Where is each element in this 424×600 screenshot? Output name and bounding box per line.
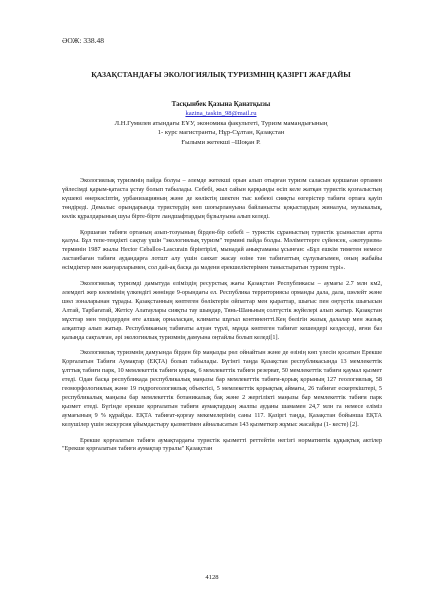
article-title: ҚАЗАҚСТАНДАҒЫ ЭКОЛОГИЯЛЫҚ ТУРИЗМНІҢ ҚАЗІРГІ ЖАҒДАЙЫ bbox=[91, 70, 351, 79]
author-program: 1- курс магистранты, Нұр-Сұлтан, Қазақстан bbox=[157, 129, 285, 137]
paragraph: Экологиялық туризмнің дамуында бірден бір маңызды рөл ойнайтын және де өзінің көп үлесін қосатын Ерекше Қорғалатын Табиғи Аумақтар (ЕҚТА) болып табылады. Бүгінгі таңда Қазақстан республикасында 13 мемлекеттік ұлттық табиғи парк, 10 мемлекеттік табиғи қорық, 6 мемлекеттік табиғи резерват, 50 мемлекеттік табиғи қаумал қызмет етеді. Одан басқа республикада республикалық маңызы бар мемлекеттік табиғи-қорық қорының 127 геологиялық, 58 геоморфологиялық және 19 гидрогеологиялық объектісі, 5 мемлекеттік қорықтық аймағы, 26 табиғат ескерткіштері, 5 республикалық маңызы бар мемлекеттік ботаникалық бақ және 2 жергілікті маңызы бар мемлекеттік табиғи парк қызмет етеді. Бүгінде ерекше қорғалатын табиғи аумақтардың жалпы ауданы шамамен 24,7 млн га немесе еліміз аумағының 9 % құрайды. ЕҚТА табиғат-қорғау мекемелерінің саны 117. Қазіргі таңда, Қазақстан бойынша ЕҚТА келушілер үшін экскурсия ұйымдастыру қызметімен айналысатын 143 қызметкер жұмыс жасайды (1- кесте) [2]. bbox=[62, 349, 382, 428]
scientific-supervisor: Ғылыми жетекші –Шоқан Р. bbox=[181, 138, 261, 146]
paragraph: Қоршаған табиғи ортаның азып-тозуының бірден-бір себебі – туристік сұраныстың туристік ұсыныстан артта қалуы. Бұл тепе-теңдікті сақтау үшін "экологиялық туризм" термині пайда болды. Мәліметтерге сүйенсек, «экотуризм» терминін 1987 жылы Hector Ceballos-Lascurain бірінтірілі, мынадай анықтаманы ұсынған: «Бұл ешкім тиметен немесе ластанбаған табиғи аудандарға лотшт алу үшін саяхат жасау өзіне тән табиғаттың сұлулығымен, оның жабайы өсімдіктер мен жануарларымен, сол дай-ақ басқа да мәдени ерекшеліктерімен таныстыратын туризм түрі». bbox=[62, 228, 382, 272]
page-number: 4128 bbox=[205, 574, 219, 581]
article-body bbox=[62, 177, 382, 461]
paragraph: Ерекше қорғалатын табиғи аумақтардағы туристік қызметті реттейтін негізгі нормативтік құқықтық актілер "Ерекше қорғалатын табиғи аумақтар туралы" Қазақстан bbox=[62, 436, 382, 453]
udc-code: ӘОЖ: 338.48 bbox=[62, 36, 104, 45]
author-email-link[interactable]: kazina_taskin_98@mail.ru bbox=[185, 110, 257, 118]
paragraph: Экологиялық туризмді дамытуда еліміздің ресурстық жағы Қазақстан Республикасы – аумағы 2.7 млн км2, әлемдегі жер көлемінің үлкендігі жөнінде 9-орындағы ел. Республика территориясы орманды дала, дала, шөлейт және шөл зоналарынан тұрады. Қазақстанның көптеген бөліктерін ойпаттар мен қыраттар, шығыс пен оңтүстік шығысын Алтай, Тарбағатай, Жетісу Алатаулары сияқты тау шыңдар, Тянь-Шаньның солтүстік жүйелері алып жатыр. Қазақстан мұхттар мен теңіздерден өте алшақ орналасқан, климаты шұғыл континентті.Кең бөлігін жазық далалар мен жазық алқаптар алып жатыр. Республиканың табиғаты алуан түрлі, мұнда көптеген табиғат кешендері кездеседі, яғни баз қалыңда сақталған, әрі экологиялық туризмнің дамуына оңтайлы болып келеді[1]. bbox=[62, 280, 382, 341]
author-name: Тасқынбек Қазына Қанатқызы bbox=[171, 101, 271, 108]
paragraph: Экологиялық туризмнің пайда болуы – әлемде жетекші орын алып отырған туризм саласын қоршаған ортамен үйлесімді қарым-қатаста ұстау болып табылады. Себебі, жыл сайын қарқынды өсіп келе жатқан туристік қозғалыстың күшеюі өнеркәсіптің, урбанизацияның және де көліктің шектен тыс көбеюі сияқты өзгерістер табиғи ортаға қауіп төндіреді. Демалыс орындарында туристердің көп шоғырлануына байланысты қоқыстардың жиналуы, музыкалық, көлік құралдарының шуы бірте-бірте ландшафтардың бұзылуына алып келеді. bbox=[62, 177, 382, 220]
author-affiliation: Л.Н.Гумилев атындағы ЕҰУ, экономика факультеті, Туризм мамандығының bbox=[114, 119, 328, 127]
author-block bbox=[62, 100, 380, 147]
